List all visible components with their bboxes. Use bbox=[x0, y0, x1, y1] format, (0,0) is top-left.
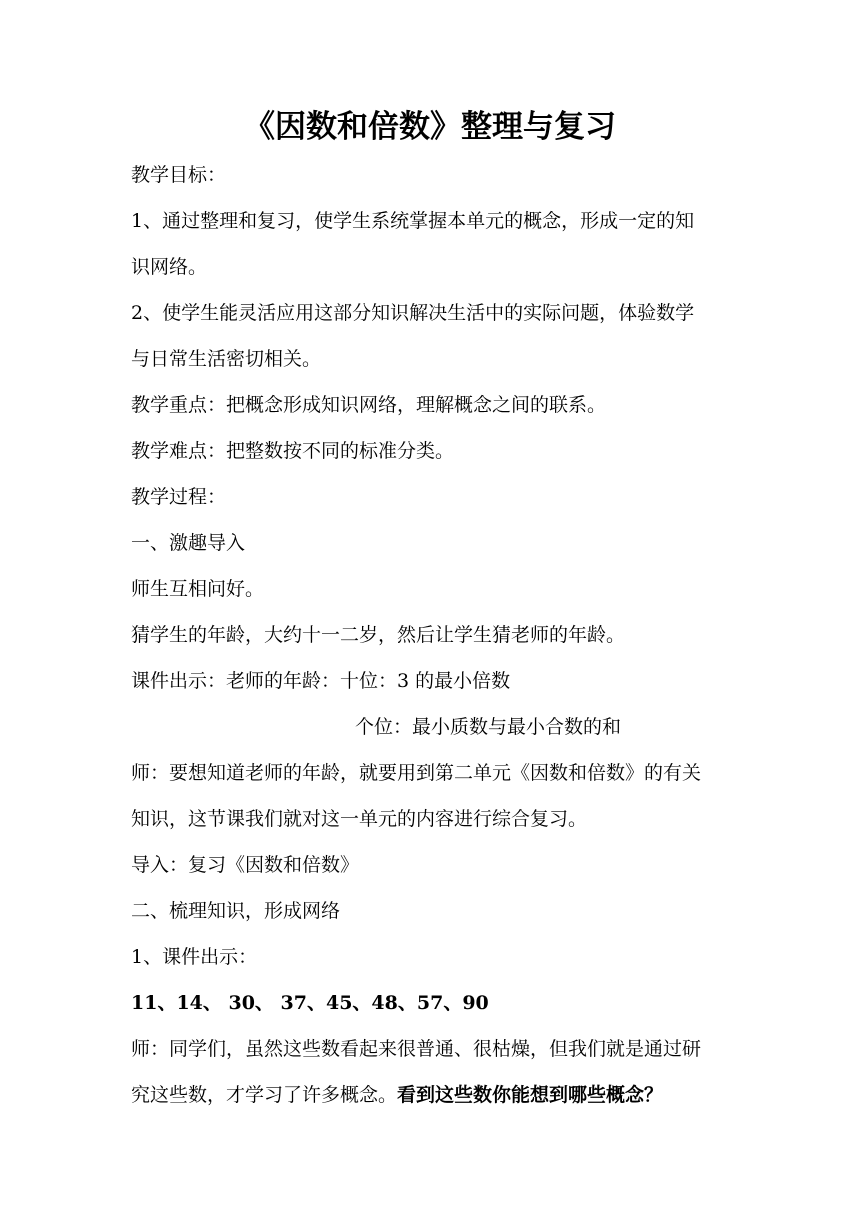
paragraph-greeting: 师生互相问好。 bbox=[131, 578, 265, 600]
document-title: 《因数和倍数》整理与复习 bbox=[244, 109, 616, 145]
paragraph-process-heading: 教学过程： bbox=[131, 486, 227, 508]
paragraph-courseware-ones: 个位：最小质数与最小合数的和 bbox=[355, 716, 622, 738]
paragraph-teaching-goals-heading: 教学目标： bbox=[131, 164, 227, 186]
paragraph-intro: 导入：复习《因数和倍数》 bbox=[131, 854, 360, 876]
paragraph-guess-age: 猜学生的年龄，大约十一二岁，然后让学生猜老师的年龄。 bbox=[131, 624, 626, 646]
paragraph-section-1-heading: 一、激趣导入 bbox=[131, 532, 246, 554]
paragraph-number-list: 11、14、 30、 37、45、48、57、90 bbox=[131, 992, 489, 1014]
question-text-bold: 看到这些数你能想到哪些概念？ bbox=[397, 1084, 664, 1106]
document-body bbox=[131, 152, 731, 1118]
question-text-regular: 究这些数，才学习了许多概念。 bbox=[131, 1084, 398, 1106]
paragraph-goal-2-line-1: 2、使学生能灵活应用这部分知识解决生活中的实际问题，体验数学 bbox=[131, 302, 695, 324]
paragraph-goal-2-line-2: 与日常生活密切相关。 bbox=[131, 348, 322, 370]
paragraph-key-points: 教学重点：把概念形成知识网络，理解概念之间的联系。 bbox=[131, 394, 607, 416]
paragraph-goal-1-line-2: 识网络。 bbox=[131, 256, 208, 278]
paragraph-difficulties: 教学难点：把整数按不同的标准分类。 bbox=[131, 440, 455, 462]
paragraph-teacher-line-2: 知识，这节课我们就对这一单元的内容进行综合复习。 bbox=[131, 808, 588, 830]
paragraph-courseware-tens: 课件出示：老师的年龄：十位：3 的最小倍数 bbox=[131, 670, 511, 692]
paragraph-goal-1-line-1: 1、通过整理和复习，使学生系统掌握本单元的概念，形成一定的知 bbox=[131, 210, 695, 232]
paragraph-teacher-question-line-2 bbox=[131, 1072, 731, 1118]
paragraph-courseware-show: 1、课件出示： bbox=[131, 946, 258, 968]
paragraph-section-2-heading: 二、梳理知识，形成网络 bbox=[131, 900, 341, 922]
paragraph-teacher-line-1: 师：要想知道老师的年龄，就要用到第二单元《因数和倍数》的有关 bbox=[131, 762, 702, 784]
paragraph-teacher-question-line-1: 师：同学们，虽然这些数看起来很普通、很枯燥，但我们就是通过研 bbox=[131, 1038, 702, 1060]
